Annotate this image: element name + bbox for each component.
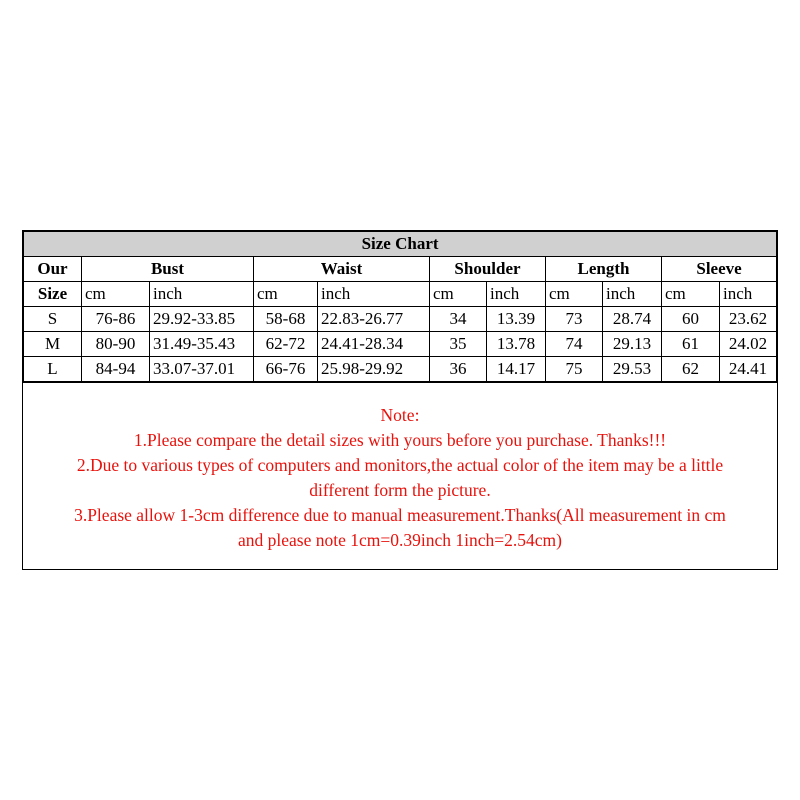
- waist-inch-cell: 22.83-26.77: [318, 307, 430, 332]
- note-heading: Note:: [380, 405, 420, 425]
- bust-cm-cell: 80-90: [82, 332, 150, 357]
- sleeve-cm-cell: 61: [662, 332, 720, 357]
- bust-inch-cell: 29.92-33.85: [150, 307, 254, 332]
- unit-shoulder-inch: inch: [487, 282, 546, 307]
- unit-waist-inch: inch: [318, 282, 430, 307]
- size-cell: S: [24, 307, 82, 332]
- waist-inch-cell: 25.98-29.92: [318, 357, 430, 382]
- length-cm-cell: 75: [546, 357, 603, 382]
- shoulder-inch-cell: 14.17: [487, 357, 546, 382]
- size-table: [23, 231, 777, 382]
- length-inch-cell: 29.13: [603, 332, 662, 357]
- unit-bust-cm: cm: [82, 282, 150, 307]
- header-size: Size: [24, 282, 82, 307]
- header-length: Length: [546, 257, 662, 282]
- sleeve-inch-cell: 23.62: [720, 307, 777, 332]
- length-cm-cell: 73: [546, 307, 603, 332]
- size-cell: L: [24, 357, 82, 382]
- table-row: [24, 357, 777, 382]
- unit-bust-inch: inch: [150, 282, 254, 307]
- waist-cm-cell: 66-76: [254, 357, 318, 382]
- unit-length-inch: inch: [603, 282, 662, 307]
- note-line: 2.Due to various types of computers and monitors,the actual color of the item may be a little: [76, 455, 724, 475]
- notes-section: [23, 382, 777, 569]
- shoulder-inch-cell: 13.78: [487, 332, 546, 357]
- length-inch-cell: 28.74: [603, 307, 662, 332]
- waist-cm-cell: 58-68: [254, 307, 318, 332]
- header-sleeve: Sleeve: [662, 257, 777, 282]
- header-shoulder: Shoulder: [430, 257, 546, 282]
- bust-cm-cell: 76-86: [82, 307, 150, 332]
- shoulder-inch-cell: 13.39: [487, 307, 546, 332]
- length-inch-cell: 29.53: [603, 357, 662, 382]
- header-our: Our: [24, 257, 82, 282]
- table-row: [24, 307, 777, 332]
- unit-shoulder-cm: cm: [430, 282, 487, 307]
- waist-cm-cell: 62-72: [254, 332, 318, 357]
- table-row: [24, 332, 777, 357]
- note-line: 1.Please compare the detail sizes with yours before you purchase. Thanks!!!: [133, 430, 667, 450]
- length-cm-cell: 74: [546, 332, 603, 357]
- waist-inch-cell: 24.41-28.34: [318, 332, 430, 357]
- shoulder-cm-cell: 36: [430, 357, 487, 382]
- note-line: different form the picture.: [309, 480, 491, 500]
- shoulder-cm-cell: 35: [430, 332, 487, 357]
- shoulder-cm-cell: 34: [430, 307, 487, 332]
- sleeve-cm-cell: 60: [662, 307, 720, 332]
- note-line: 3.Please allow 1-3cm difference due to manual measurement.Thanks(All measurement in cm: [74, 505, 726, 525]
- bust-cm-cell: 84-94: [82, 357, 150, 382]
- unit-sleeve-cm: cm: [662, 282, 720, 307]
- unit-waist-cm: cm: [254, 282, 318, 307]
- sleeve-inch-cell: 24.02: [720, 332, 777, 357]
- unit-sleeve-inch: inch: [720, 282, 777, 307]
- bust-inch-cell: 31.49-35.43: [150, 332, 254, 357]
- size-cell: M: [24, 332, 82, 357]
- unit-length-cm: cm: [546, 282, 603, 307]
- chart-title: Size Chart: [24, 232, 777, 257]
- header-bust: Bust: [82, 257, 254, 282]
- sleeve-inch-cell: 24.41: [720, 357, 777, 382]
- header-waist: Waist: [254, 257, 430, 282]
- note-line: and please note 1cm=0.39inch 1inch=2.54cm): [238, 530, 562, 550]
- sleeve-cm-cell: 62: [662, 357, 720, 382]
- bust-inch-cell: 33.07-37.01: [150, 357, 254, 382]
- size-chart: [22, 230, 778, 570]
